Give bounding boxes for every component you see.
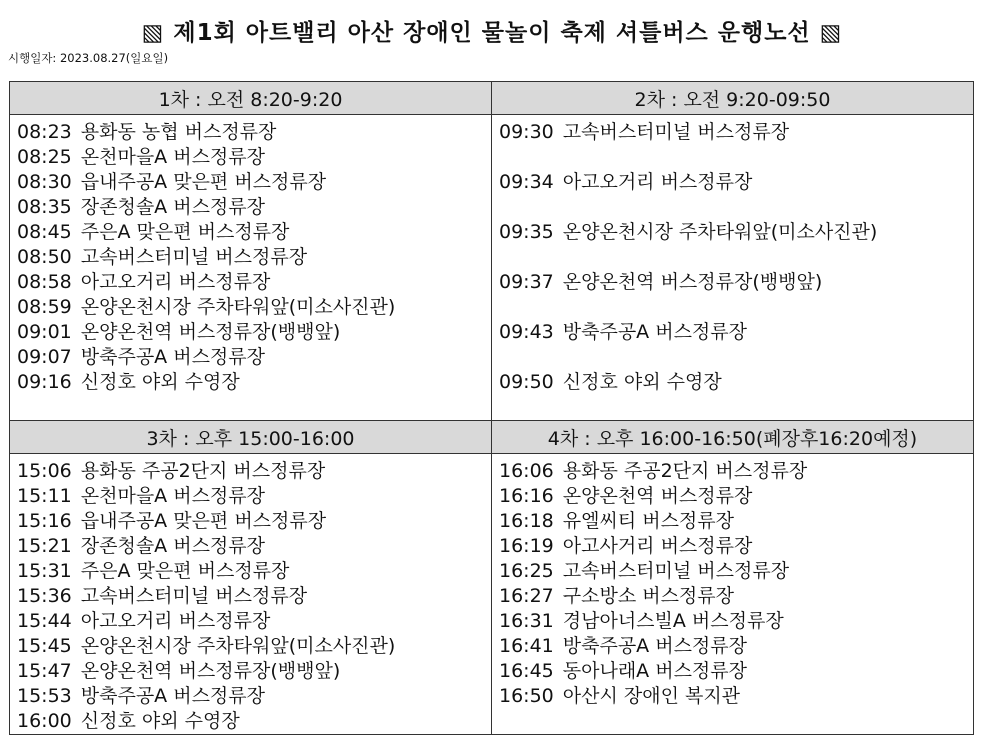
stop-item xyxy=(17,584,491,609)
stop-time: 15:31 xyxy=(17,560,72,582)
stop-item xyxy=(499,170,973,220)
stop-place: 방축주공A 버스정류장 xyxy=(80,685,265,707)
header-row-afternoon xyxy=(10,421,974,454)
stop-item xyxy=(17,295,491,320)
stop-time: 15:47 xyxy=(17,660,72,682)
page-title: ▧ 제1회 아트밸리 아산 장애인 물놀이 축제 셔틀버스 운행노선 ▧ xyxy=(141,20,843,46)
stop-item xyxy=(17,320,491,345)
stop-item xyxy=(499,609,973,634)
stop-item xyxy=(17,345,491,370)
stop-place: 읍내주공A 맞은편 버스정류장 xyxy=(80,171,327,193)
stop-time: 16:45 xyxy=(499,660,554,682)
route-2-header: 2차 : 오전 9:20-09:50 xyxy=(492,82,974,115)
stop-time: 08:59 xyxy=(17,296,72,318)
stop-time: 08:25 xyxy=(17,146,72,168)
stop-time: 08:45 xyxy=(17,221,72,243)
stop-place: 신정호 야외 수영장 xyxy=(80,371,240,393)
stop-place: 용화동 농협 버스정류장 xyxy=(80,121,277,143)
stop-item xyxy=(17,270,491,295)
stop-item xyxy=(499,684,973,709)
stop-time: 15:16 xyxy=(17,510,72,532)
stop-item xyxy=(499,634,973,659)
stop-time: 16:06 xyxy=(499,460,554,482)
stop-place: 고속버스터미널 버스정류장 xyxy=(80,585,308,607)
route-1-header: 1차 : 오전 8:20-9:20 xyxy=(10,82,492,115)
stop-item xyxy=(499,659,973,684)
route-3-cell xyxy=(10,454,492,735)
route-2-stop-list xyxy=(499,120,973,420)
header-row-morning xyxy=(10,82,974,115)
stop-item xyxy=(499,559,973,584)
stop-time: 09:43 xyxy=(499,321,554,343)
stop-time: 08:23 xyxy=(17,121,72,143)
stop-place: 주은A 맞은편 버스정류장 xyxy=(80,221,290,243)
stop-time: 09:30 xyxy=(499,121,554,143)
stop-item xyxy=(499,270,973,320)
stop-place: 장존청솔A 버스정류장 xyxy=(80,196,265,218)
stop-item xyxy=(17,534,491,559)
stop-item xyxy=(499,584,973,609)
stop-time: 16:18 xyxy=(499,510,554,532)
route-2-cell xyxy=(492,115,974,421)
stop-item xyxy=(17,370,491,395)
stop-item xyxy=(17,220,491,245)
stop-item xyxy=(499,509,973,534)
stop-item xyxy=(499,320,973,370)
route-1-stop-list xyxy=(17,120,491,395)
stop-place: 구소방소 버스정류장 xyxy=(562,585,734,607)
stop-item xyxy=(17,659,491,684)
stop-time: 15:11 xyxy=(17,485,72,507)
stop-time: 08:35 xyxy=(17,196,72,218)
stop-place: 읍내주공A 맞은편 버스정류장 xyxy=(80,510,327,532)
stop-place: 온양온천역 버스정류장(뱅뱅앞) xyxy=(80,660,341,682)
stop-place: 아산시 장애인 복지관 xyxy=(562,685,741,707)
stop-place: 아고오거리 버스정류장 xyxy=(80,610,271,632)
stop-item xyxy=(17,245,491,270)
stop-place: 온양온천역 버스정류장(뱅뱅앞) xyxy=(562,271,823,293)
stop-item xyxy=(17,145,491,170)
stop-place: 고속버스터미널 버스정류장 xyxy=(562,560,790,582)
route-1-cell xyxy=(10,115,492,421)
stop-place: 온천마을A 버스정류장 xyxy=(80,485,265,507)
stop-item xyxy=(499,120,973,170)
stop-place: 신정호 야외 수영장 xyxy=(80,710,240,732)
stop-time: 09:34 xyxy=(499,171,554,193)
stop-item xyxy=(499,220,973,270)
effective-date: 시행일자: 2023.08.27(일요일) xyxy=(8,51,169,65)
stop-place: 장존청솔A 버스정류장 xyxy=(80,535,265,557)
stop-item xyxy=(17,609,491,634)
route-4-cell xyxy=(492,454,974,735)
stop-item xyxy=(17,509,491,534)
stop-time: 09:07 xyxy=(17,346,72,368)
stops-row-afternoon xyxy=(10,454,974,735)
stop-place: 온양온천역 버스정류장(뱅뱅앞) xyxy=(80,321,341,343)
stop-place: 방축주공A 버스정류장 xyxy=(562,635,747,657)
stop-item xyxy=(17,120,491,145)
stop-item xyxy=(499,484,973,509)
stop-place: 아고오거리 버스정류장 xyxy=(562,171,753,193)
stop-time: 09:50 xyxy=(499,371,554,393)
stop-place: 온천마을A 버스정류장 xyxy=(80,146,265,168)
stop-item xyxy=(17,634,491,659)
route-4-stop-list xyxy=(499,459,973,709)
stop-item xyxy=(17,559,491,584)
stop-item xyxy=(17,709,491,734)
stop-time: 16:31 xyxy=(499,610,554,632)
stop-item xyxy=(17,459,491,484)
stop-place: 동아나래A 버스정류장 xyxy=(562,660,747,682)
route-3-header: 3차 : 오후 15:00-16:00 xyxy=(10,421,492,454)
stop-place: 용화동 주공2단지 버스정류장 xyxy=(562,460,808,482)
stop-time: 15:44 xyxy=(17,610,72,632)
stop-place: 주은A 맞은편 버스정류장 xyxy=(80,560,290,582)
stop-time: 16:16 xyxy=(499,485,554,507)
stop-place: 온양온천역 버스정류장 xyxy=(562,485,753,507)
stop-time: 16:25 xyxy=(499,560,554,582)
stop-item xyxy=(17,484,491,509)
stop-place: 아고사거리 버스정류장 xyxy=(562,535,753,557)
stop-place: 유엘씨티 버스정류장 xyxy=(562,510,734,532)
stop-place: 방축주공A 버스정류장 xyxy=(80,346,265,368)
route-3-stop-list xyxy=(17,459,491,734)
stop-time: 08:58 xyxy=(17,271,72,293)
stop-item xyxy=(17,195,491,220)
stop-time: 15:45 xyxy=(17,635,72,657)
stop-time: 16:00 xyxy=(17,710,72,732)
stop-place: 신정호 야외 수영장 xyxy=(562,371,722,393)
stop-item xyxy=(499,459,973,484)
stop-time: 15:21 xyxy=(17,535,72,557)
stop-time: 09:16 xyxy=(17,371,72,393)
route-4-header: 4차 : 오후 16:00-16:50(폐장후16:20예정) xyxy=(492,421,974,454)
stop-time: 16:19 xyxy=(499,535,554,557)
stop-time: 16:50 xyxy=(499,685,554,707)
stop-time: 15:53 xyxy=(17,685,72,707)
stop-time: 16:41 xyxy=(499,635,554,657)
stop-item xyxy=(499,370,973,420)
stops-row-morning xyxy=(10,115,974,421)
stop-place: 고속버스터미널 버스정류장 xyxy=(562,121,790,143)
stop-time: 09:35 xyxy=(499,221,554,243)
stop-time: 08:50 xyxy=(17,246,72,268)
stop-time: 15:06 xyxy=(17,460,72,482)
stop-place: 온양온천시장 주차타워앞(미소사진관) xyxy=(80,635,396,657)
stop-place: 고속버스터미널 버스정류장 xyxy=(80,246,308,268)
stop-time: 16:27 xyxy=(499,585,554,607)
stop-place: 방축주공A 버스정류장 xyxy=(562,321,747,343)
stop-time: 08:30 xyxy=(17,171,72,193)
stop-time: 09:37 xyxy=(499,271,554,293)
stop-place: 아고오거리 버스정류장 xyxy=(80,271,271,293)
schedule-table xyxy=(9,81,974,735)
stop-item xyxy=(499,534,973,559)
stop-time: 09:01 xyxy=(17,321,72,343)
stop-item xyxy=(17,684,491,709)
stop-place: 온양온천시장 주차타워앞(미소사진관) xyxy=(80,296,396,318)
stop-place: 경남아너스빌A 버스정류장 xyxy=(562,610,784,632)
stop-place: 용화동 주공2단지 버스정류장 xyxy=(80,460,326,482)
stop-place: 온양온천시장 주차타워앞(미소사진관) xyxy=(562,221,878,243)
stop-item xyxy=(17,170,491,195)
stop-time: 15:36 xyxy=(17,585,72,607)
